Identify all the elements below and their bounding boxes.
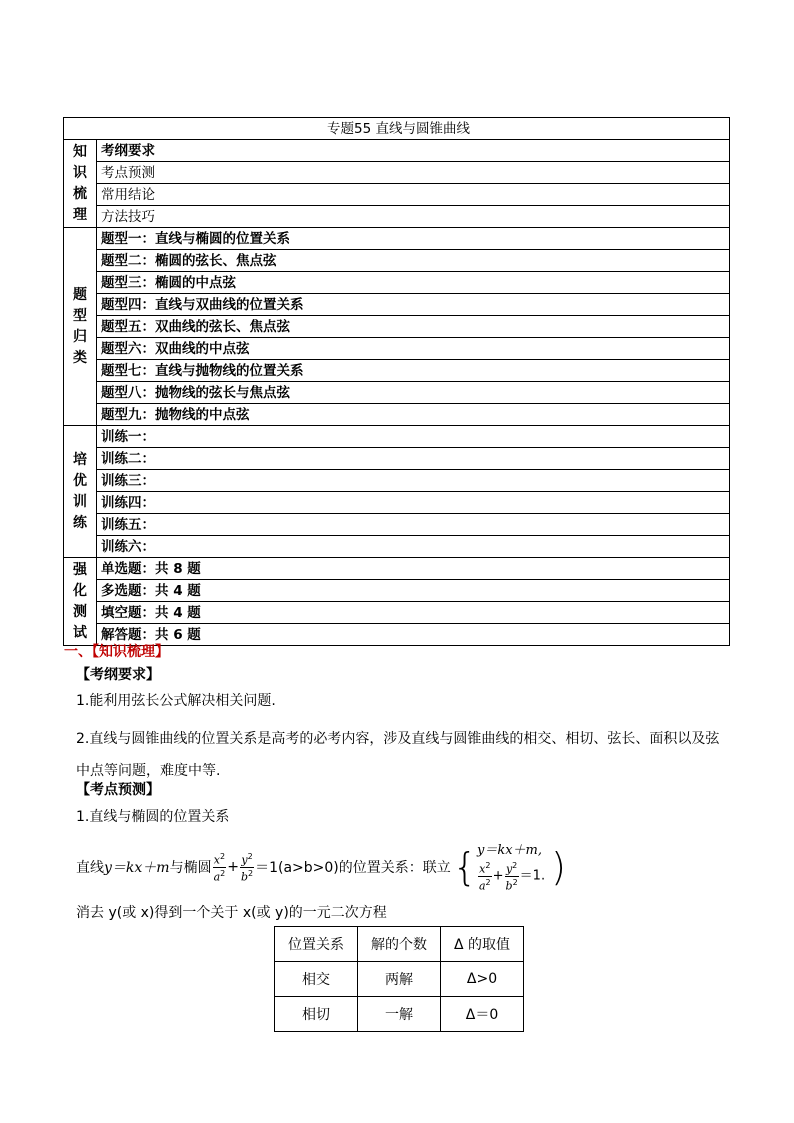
toc-category-char: 梳 bbox=[73, 185, 87, 202]
system-eq-1: y＝kx＋m, bbox=[476, 842, 542, 858]
section-heading-knowledge: 一、【知识梳理】 bbox=[64, 644, 169, 660]
fraction-x2-a2: $\frac{x^2}{a^2}$ bbox=[213, 851, 226, 884]
toc-row bbox=[64, 272, 730, 294]
requirement-2: 2.直线与圆锥曲线的位置关系是高考的必考内容，涉及直线与圆锥曲线的相交、相切、弦长、面积以及弦中点等问题，难度中等. bbox=[76, 731, 720, 779]
toc-row bbox=[64, 338, 730, 360]
toc-category bbox=[64, 426, 97, 558]
fraction-y2-b2: $\frac{y^2}{b^2}$ bbox=[240, 851, 254, 884]
toc-row bbox=[64, 294, 730, 316]
system-fraction-y: $\frac{y^2}{b^2}$ bbox=[505, 860, 518, 893]
table-header-row bbox=[275, 927, 524, 962]
toc-item: 训练一： bbox=[97, 426, 730, 448]
toc-category bbox=[64, 558, 97, 646]
toc-category-char: 型 bbox=[73, 307, 87, 324]
discriminant-table bbox=[274, 926, 524, 1032]
toc-row bbox=[64, 140, 730, 162]
toc-category-char: 培 bbox=[73, 451, 87, 468]
table-row bbox=[275, 962, 524, 997]
table-header: 解的个数 bbox=[358, 927, 441, 962]
toc-row bbox=[64, 184, 730, 206]
subheading-syllabus: 【考纲要求】 bbox=[76, 667, 160, 683]
toc-row bbox=[64, 382, 730, 404]
toc-category-char: 类 bbox=[73, 349, 87, 366]
table-header: Δ 的取值 bbox=[441, 927, 524, 962]
toc-category-char: 知 bbox=[73, 143, 87, 160]
toc-item: 多选题：共 4 题 bbox=[97, 580, 730, 602]
toc-item: 题型九：抛物线的中点弦 bbox=[97, 404, 730, 426]
toc-item: 方法技巧 bbox=[97, 206, 730, 228]
toc-category-char: 测 bbox=[73, 603, 87, 620]
toc-item: 题型四：直线与双曲线的位置关系 bbox=[97, 294, 730, 316]
toc-category-char: 练 bbox=[73, 514, 87, 531]
toc-item: 题型七：直线与抛物线的位置关系 bbox=[97, 360, 730, 382]
toc-category-char: 化 bbox=[73, 582, 87, 599]
table-cell: Δ＝0 bbox=[441, 997, 524, 1032]
toc-category-char: 试 bbox=[73, 624, 87, 641]
toc-category-char: 优 bbox=[73, 472, 87, 489]
formula-mid: 与椭圆 bbox=[169, 860, 212, 876]
toc-item: 训练五： bbox=[97, 514, 730, 536]
toc-item: 单选题：共 8 题 bbox=[97, 558, 730, 580]
table-cell: Δ>0 bbox=[441, 962, 524, 997]
formula-line-eq: y＝kx＋m bbox=[104, 860, 170, 876]
subheading-exam-points: 【考点预测】 bbox=[76, 782, 160, 798]
toc-row bbox=[64, 360, 730, 382]
system-fraction-x: $\frac{x^2}{a^2}$ bbox=[478, 860, 491, 893]
toc-item: 题型六：双曲线的中点弦 bbox=[97, 338, 730, 360]
toc-item: 题型一：直线与椭圆的位置关系 bbox=[97, 228, 730, 250]
equation-system: { y＝kx＋m, $\frac{x^2}{a^2}$ + $\frac{y^2}{b^2}$ ＝1. ) bbox=[452, 842, 566, 893]
toc-item: 解答题：共 6 题 bbox=[97, 624, 730, 646]
toc-row bbox=[64, 470, 730, 492]
toc-row bbox=[64, 448, 730, 470]
toc-category bbox=[64, 140, 97, 228]
toc-row bbox=[64, 580, 730, 602]
toc-row bbox=[64, 536, 730, 558]
requirement-1: 1.能利用弦长公式解决相关问题. bbox=[76, 693, 276, 709]
table-header: 位置关系 bbox=[275, 927, 358, 962]
formula-suffix: 的位置关系：联立 bbox=[338, 860, 451, 876]
toc-item: 训练六： bbox=[97, 536, 730, 558]
document-title: 专题55 直线与圆锥曲线 bbox=[64, 118, 730, 140]
eliminate-text: 消去 y(或 x)得到一个关于 x(或 y)的一元二次方程 bbox=[76, 905, 387, 921]
toc-item: 题型三：椭圆的中点弦 bbox=[97, 272, 730, 294]
toc-item: 题型五：双曲线的弦长、焦点弦 bbox=[97, 316, 730, 338]
toc-row bbox=[64, 206, 730, 228]
toc-category-char: 题 bbox=[73, 286, 87, 303]
formula-prefix: 直线 bbox=[76, 860, 104, 876]
system-paren: ) bbox=[551, 845, 566, 889]
toc-row bbox=[64, 558, 730, 580]
toc-item: 训练三： bbox=[97, 470, 730, 492]
toc-row bbox=[64, 602, 730, 624]
toc-category-char: 识 bbox=[73, 164, 87, 181]
toc-item: 训练四： bbox=[97, 492, 730, 514]
toc-category-char: 理 bbox=[73, 206, 87, 223]
toc-category bbox=[64, 228, 97, 426]
toc-row bbox=[64, 514, 730, 536]
toc-row bbox=[64, 228, 730, 250]
toc-row bbox=[64, 162, 730, 184]
point-1-title: 1.直线与椭圆的位置关系 bbox=[76, 809, 230, 825]
toc-item: 填空题：共 4 题 bbox=[97, 602, 730, 624]
toc-item: 考点预测 bbox=[97, 162, 730, 184]
toc-title-row bbox=[64, 118, 730, 140]
toc-category-char: 训 bbox=[73, 493, 87, 510]
toc-item: 常用结论 bbox=[97, 184, 730, 206]
toc-category-char: 强 bbox=[73, 561, 87, 578]
toc-row bbox=[64, 492, 730, 514]
system-brace: { bbox=[452, 845, 477, 889]
toc-category-char: 归 bbox=[73, 328, 87, 345]
toc-item: 题型八：抛物线的弦长与焦点弦 bbox=[97, 382, 730, 404]
table-row bbox=[275, 997, 524, 1032]
formula-cond: ＝1(a>b>0) bbox=[255, 860, 339, 876]
system-eq-2-tail: ＝1. bbox=[519, 868, 546, 884]
toc-item: 训练二： bbox=[97, 448, 730, 470]
table-cell: 相切 bbox=[275, 997, 358, 1032]
toc-row bbox=[64, 250, 730, 272]
toc-row bbox=[64, 426, 730, 448]
toc-table bbox=[63, 117, 730, 646]
toc-row bbox=[64, 404, 730, 426]
table-cell: 一解 bbox=[358, 997, 441, 1032]
toc-item: 考纲要求 bbox=[97, 140, 730, 162]
formula-line: 直线 y＝kx＋m 与椭圆 $\frac{x^2}{a^2}$ + $\frac{y^2}{b^2}$ ＝1(a>b>0) 的位置关系：联立 { y＝kx＋m, $\frac{x^2}{a^2}$ + $\frac{y^2}{b^2}$ ＝1. ) bbox=[76, 842, 566, 893]
toc-item: 题型二：椭圆的弦长、焦点弦 bbox=[97, 250, 730, 272]
table-cell: 两解 bbox=[358, 962, 441, 997]
table-cell: 相交 bbox=[275, 962, 358, 997]
toc-row bbox=[64, 316, 730, 338]
